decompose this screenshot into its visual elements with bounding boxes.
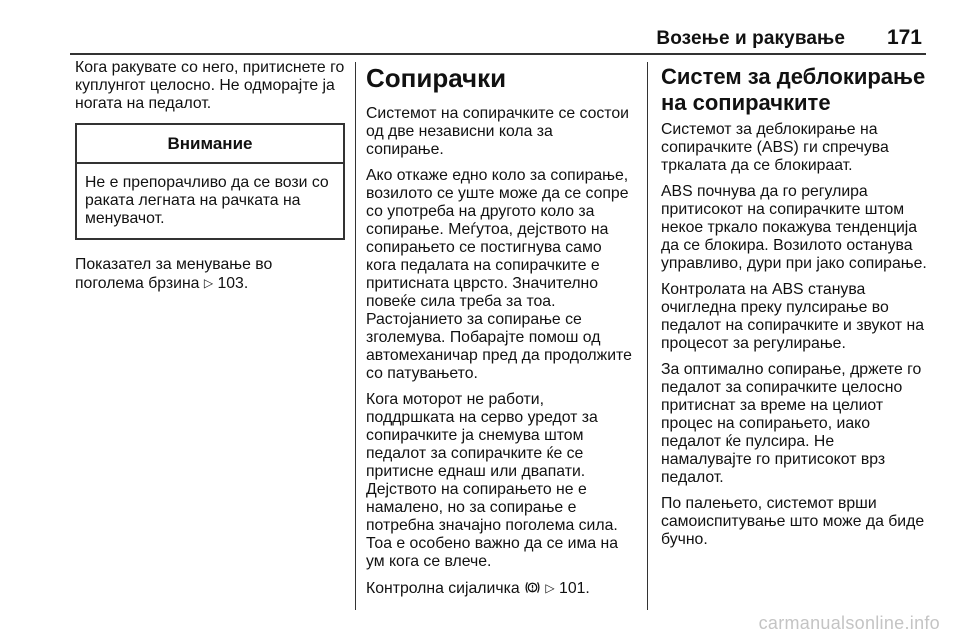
column-right [661,59,927,557]
clutch-paragraph: Кога ракувате со него, притиснете го куплунгот целосно. Не одморајте ја ногата на педалот. [75,59,345,112]
column-divider-right [647,62,648,610]
brakes-heading: Сопирачки [366,63,507,93]
column-middle [366,59,634,606]
abs-paragraph-4: За оптимално сопирање, држете го педалот за сопирачките целосно притиснат за време на целиот процес на сопирањето, иако педалот ќе пулсира. Не намалувајте го притисокот врз педалот. [661,361,922,486]
abs-paragraph-5: По палењето, системот врши самоиспитување што може да биде бучно. [661,495,925,548]
abs-paragraph-2: ABS почнува да го регулира притисокот на сопирачките штом некое тркало покажува тенденција да се блокира. Возилото останува управливо, дури при јако сопирање. [661,183,927,272]
abs-paragraph-1: Системот за деблокирање на сопирачките (ABS) ги спречува тркалата да се блокираат. [661,121,889,174]
warning-title: Внимание [77,125,343,164]
page-reference-link[interactable]: 103. [217,275,249,292]
abs-paragraph-3: Контролата на ABS станува очигледна преку пулсирање во педалот на сопирачките и звукот на процесот за регулирање. [661,281,925,352]
brakes-paragraph-1: Системот на сопирачките се состои од две независни кола за сопирање. [366,105,629,158]
warning-box [75,123,345,240]
gear-shift-indicator-text: Показател за менување во поголема брзина [75,256,273,292]
column-divider-left [355,62,356,610]
page-header [0,0,960,52]
control-light-text: Контролна сијаличка [366,580,520,597]
brake-control-light-paragraph [366,579,634,598]
brakes-paragraph-2: Ако откаже едно коло за сопирање, возилото се уште може да се сопре со употреба на другото коло за сопирање. Меѓутоа, дејството на сопирањето се постигнува само кога педалата на сопирачките е притисната цврсто. Значително повеќе сила треба за тоа. Растојанието за сопирање се зголемува. Побарајте помош од автомеханичар пред да продолжите со патувањето. [366,167,632,382]
reference-arrow-icon: ▷ [203,276,214,290]
reference-arrow-icon: ▷ [545,581,555,595]
column-left [75,59,345,301]
abs-heading: Систем за деблокирање на сопирачките [661,64,926,115]
header-rule [70,53,926,55]
watermark: carmanualsonline.info [758,613,940,633]
section-title: Возење и ракување [656,28,845,49]
gear-shift-indicator-paragraph [75,256,345,293]
warning-text: Не е препорачливо да се вози со раката легната на рачката на менувачот. [85,174,329,227]
page-number: 171 [886,26,922,49]
page-reference-link[interactable]: 101. [559,580,590,597]
brake-warning-light-icon [524,580,541,595]
brakes-paragraph-3: Кога моторот не работи, поддршката на серво уредот за сопирачките ја снемува штом педалот за сопирачките ќе се притисне еднаш или двапати. Дејството на сопирањето не е намалено, но за сопирање е потребна значајно поголема сила. Тоа е особено важно да се има на ум кога се влече. [366,391,619,570]
